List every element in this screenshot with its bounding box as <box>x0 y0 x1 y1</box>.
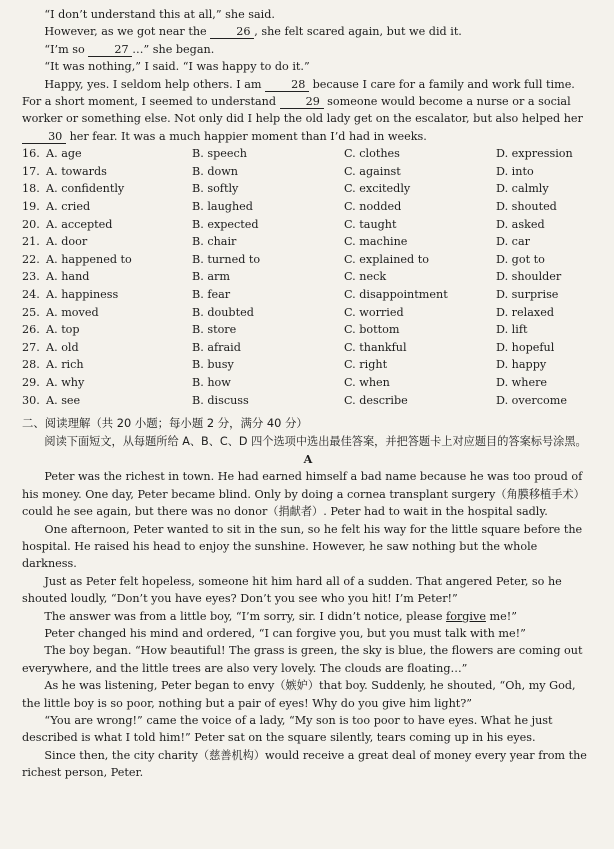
question-number: 26. <box>22 323 40 337</box>
options-table <box>22 145 594 409</box>
question-number: 21. <box>22 235 40 249</box>
option-b: B. softly <box>192 182 239 196</box>
option-d: D. relaxed <box>496 305 554 319</box>
option-d: D. asked <box>496 217 545 231</box>
option-c: C. neck <box>344 270 387 284</box>
section-instruction: 阅读下面短文，从每题所给 A、B、C、D 四个选项中选出最佳答案，并把答题卡上对应题目的答案标号涂黑。 <box>44 434 587 448</box>
option-d: D. shouted <box>496 200 557 214</box>
passage-paragraph: Peter was the richest in town. He had earned himself a bad name because he was too proud of his money. One day, Peter became blind. Only by doing a cornea transplant surgery（角膜移植手术）could he see again, but there was no donor（捐献者）. Peter had to wait in the hospital sadly. <box>22 470 585 519</box>
option-a: A. door <box>46 235 88 249</box>
question-number: 18. <box>22 182 40 196</box>
cloze-passage <box>22 6 594 145</box>
option-c: C. worried <box>344 305 404 319</box>
blank-26: 26 <box>210 25 254 39</box>
option-b: B. discuss <box>192 393 249 407</box>
blank-28: 28 <box>265 78 309 92</box>
option-a: A. see <box>46 393 81 407</box>
option-c: C. disappointment <box>344 288 448 301</box>
option-c: C. nodded <box>344 200 402 214</box>
passage-label: A <box>303 451 313 466</box>
option-b: B. arm <box>192 270 230 284</box>
option-row <box>22 321 594 339</box>
option-d: D. hopeful <box>496 340 555 354</box>
option-a: A. age <box>46 147 82 161</box>
passage-a <box>22 468 594 781</box>
option-b: B. expected <box>192 217 259 231</box>
option-row <box>22 198 594 216</box>
option-c: C. explained to <box>344 252 429 266</box>
option-d: D. expression <box>496 147 573 161</box>
cloze-line: “It was nothing,” I said. “I was happy to do it.” <box>44 60 310 74</box>
passage-paragraph: The answer was from a little boy, “I’m sorry, sir. I didn’t notice, please forgive me!” <box>44 609 517 623</box>
option-d: D. into <box>496 164 534 178</box>
passage-paragraph: One afternoon, Peter wanted to sit in the sun, so he felt his way for the little square before the hospital. He raised his head to enjoy the sunshine. However, he saw nothing but the whole darkness. <box>22 522 583 571</box>
blank-27: 27 <box>88 43 132 57</box>
question-number: 19. <box>22 200 40 214</box>
option-c: C. bottom <box>344 323 400 337</box>
option-b: B. busy <box>192 358 234 372</box>
option-row <box>22 216 594 234</box>
blank-29: 29 <box>280 95 324 109</box>
option-d: D. happy <box>496 358 547 372</box>
question-number: 27. <box>22 340 40 354</box>
option-c: C. excitedly <box>344 182 411 196</box>
option-a: A. confidently <box>46 182 125 196</box>
option-d: D. got to <box>496 252 545 266</box>
option-d: D. surprise <box>496 288 559 301</box>
option-a: A. why <box>46 375 85 389</box>
option-b: B. store <box>192 323 237 337</box>
option-c: C. thankful <box>344 340 407 354</box>
option-row <box>22 374 594 392</box>
passage-paragraph: Just as Peter felt hopeless, someone hit him hard all of a sudden. That angered Peter, so he shouted loudly, “Don’t you have eyes? Don’t you see who you hit! I’m Peter!” <box>22 574 562 606</box>
option-d: D. where <box>496 375 548 389</box>
option-row <box>22 286 594 304</box>
option-row <box>22 339 594 357</box>
option-c: C. clothes <box>344 147 400 161</box>
option-b: B. fear <box>192 288 231 301</box>
option-row <box>22 356 594 374</box>
option-d: D. lift <box>496 323 528 337</box>
option-b: B. chair <box>192 235 237 249</box>
question-number: 25. <box>22 305 40 319</box>
question-number: 22. <box>22 252 40 266</box>
option-a: A. accepted <box>46 217 113 231</box>
question-number: 16. <box>22 147 40 161</box>
cloze-line: “I’m so 27 …” she began. <box>44 42 215 56</box>
option-c: C. machine <box>344 235 408 249</box>
question-number: 20. <box>22 217 40 231</box>
option-d: D. shoulder <box>496 270 562 284</box>
passage-paragraph: The boy began. “How beautiful! The grass is green, the sky is blue, the flowers are coming out everywhere, and the little trees are also very lovely. The clouds are floating…” <box>22 644 583 675</box>
option-b: B. laughed <box>192 200 253 214</box>
option-c: C. right <box>344 358 388 372</box>
option-a: A. cried <box>46 200 91 214</box>
option-b: B. how <box>192 375 231 389</box>
question-number: 23. <box>22 270 40 284</box>
option-row <box>22 180 594 198</box>
cloze-paragraph: Happy, yes. I seldom help others. I am 28 because I care for a family and work full time. For a short moment, I seemed to understand 29 someone would become a nurse or a social worker or something else. Not only did I help the old lady get on the escalator, but also helped her 30 her fear. It was a much happier moment than I’d had in weeks. <box>22 77 583 143</box>
option-b: B. speech <box>192 147 247 161</box>
option-a: A. happened to <box>46 252 132 266</box>
option-c: C. describe <box>344 393 408 407</box>
option-a: A. old <box>46 340 79 354</box>
option-a: A. top <box>46 323 80 337</box>
option-d: D. overcome <box>496 393 567 407</box>
option-c: C. against <box>344 164 401 178</box>
option-b: B. afraid <box>192 340 241 354</box>
option-a: A. hand <box>46 270 90 284</box>
cloze-line: However, as we got near the 26 , she felt scared again, but we did it. <box>44 25 462 39</box>
cloze-line: “I don’t understand this at all,” she said. <box>44 8 275 21</box>
option-row <box>22 163 594 181</box>
option-d: D. calmly <box>496 182 549 196</box>
option-row <box>22 251 594 269</box>
option-a: A. moved <box>46 305 99 319</box>
option-a: A. rich <box>46 358 84 372</box>
passage-paragraph: As he was listening, Peter began to envy（嫉妒）that boy. Suddenly, he shouted, “Oh, my God, the little boy is so poor, nothing but a pair of eyes! Why do you give him light?” <box>22 679 576 710</box>
option-row <box>22 392 594 410</box>
option-row <box>22 233 594 251</box>
option-d: D. car <box>496 235 530 249</box>
option-b: B. down <box>192 164 239 178</box>
option-row <box>22 304 594 322</box>
passage-paragraph: Peter changed his mind and ordered, “I can forgive you, but you must talk with me!” <box>44 627 526 641</box>
question-number: 24. <box>22 288 40 301</box>
option-a: A. towards <box>46 164 107 178</box>
option-c: C. when <box>344 375 390 389</box>
option-row <box>22 268 594 286</box>
underlined-word: forgive <box>446 609 486 623</box>
question-number: 30. <box>22 393 40 407</box>
option-c: C. taught <box>344 217 397 231</box>
question-number: 29. <box>22 375 40 389</box>
passage-paragraph: “You are wrong!” came the voice of a lady, “My son is too poor to have eyes. What he just described is what I told him!” Peter sat on the square silently, tears coming up in his eyes. <box>22 714 553 745</box>
option-b: B. doubted <box>192 305 254 319</box>
blank-30: 30 <box>22 130 66 144</box>
section-title: 二、阅读理解（共 20 小题；每小题 2 分，满分 40 分） <box>22 416 308 431</box>
question-number: 28. <box>22 358 40 372</box>
option-a: A. happiness <box>46 288 119 301</box>
question-number: 17. <box>22 164 40 178</box>
passage-paragraph: Since then, the city charity（慈善机构）would receive a great deal of money every year from the richest person, Peter. <box>22 748 587 780</box>
option-b: B. turned to <box>192 252 261 266</box>
option-row <box>22 145 594 163</box>
